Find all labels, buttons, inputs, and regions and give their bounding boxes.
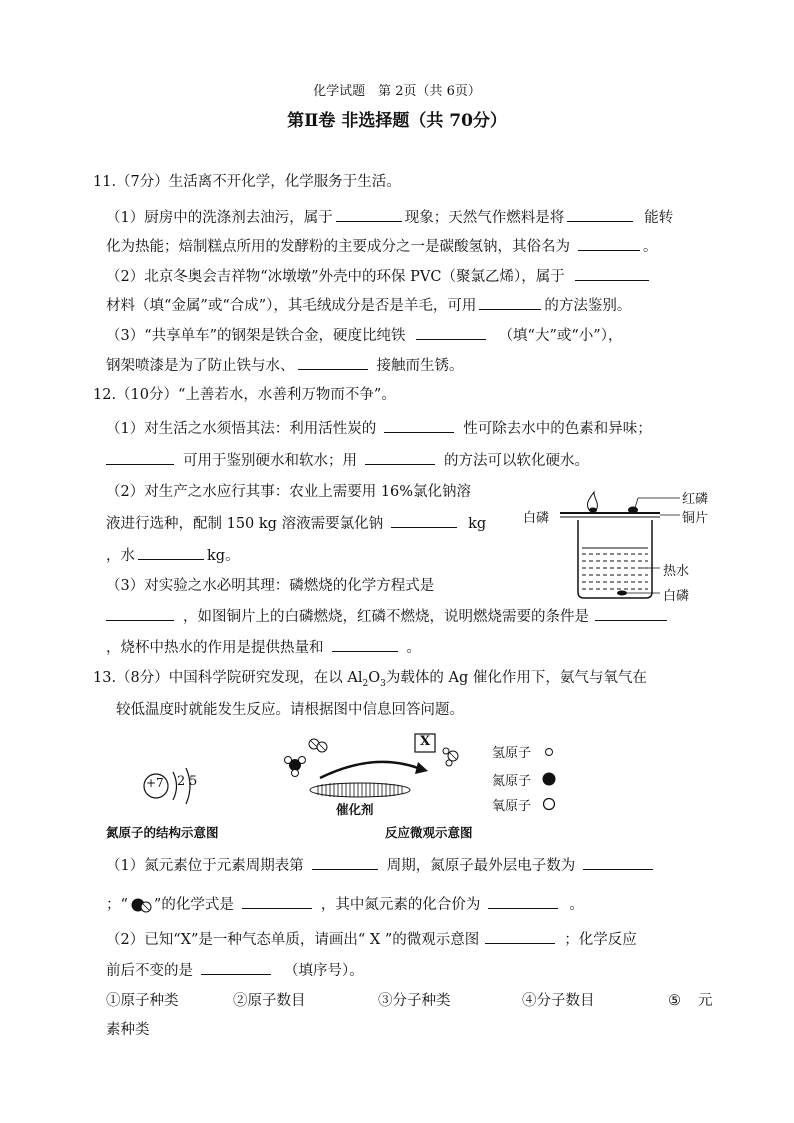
q11-p1d: 化为热能；焙制糕点所用的发酵粉的主要成分之一是碳酸氢钠，其俗名为 (106, 239, 570, 255)
q13-stem-b: 为载体的 Ag 催化作用下，氨气与氧气在 (385, 670, 647, 686)
answer-blank[interactable] (138, 545, 204, 560)
label-red-phosphorus: 红磷 (682, 492, 709, 507)
q13-stem-line2: 较低温度时就能发生反应。请根据图中信息回答问题。 (116, 702, 464, 718)
q12-p2e: kg。 (207, 548, 240, 564)
legend-hydrogen-label: 氢原子 (492, 746, 532, 761)
q12-p2b: 液进行选种，配制 150 kg 溶液需要氯化钠 (106, 516, 384, 532)
q12-p3a: （3）对实验之水必明其理：磷燃烧的化学方程式是 (106, 578, 435, 594)
section-title: 第Ⅱ卷 非选择题（共 70分） (287, 111, 507, 131)
q12-p2a: （2）对生产之水应行其事：农业上需要用 16%氯化钠溶 (106, 484, 472, 500)
answer-blank[interactable] (583, 855, 653, 870)
label-copper-plate: 铜片 (682, 511, 709, 526)
q13-stem-a: 13.（8分）中国科学院研究发现，在以 Al (93, 670, 363, 686)
q12-p3b: ，如图铜片上的白磷燃烧，红磷不燃烧，说明燃烧需要的条件是 (183, 609, 589, 625)
subscript: 3 (380, 678, 386, 689)
q12-line2 (106, 450, 589, 471)
option-2: ②原子数目 (233, 993, 306, 1009)
q13-p1d: ”的化学式是 (153, 897, 234, 913)
option-3: ③分子种类 (378, 993, 451, 1009)
answer-blank[interactable] (106, 450, 174, 465)
nucleus-charge: +7 (146, 776, 164, 790)
legend-nitrogen-label: 氮原子 (492, 774, 532, 789)
q12-line3 (106, 482, 471, 502)
answer-blank[interactable] (312, 855, 378, 870)
answer-blank[interactable] (488, 894, 558, 909)
q11-p1a: （1）厨房中的洗涤剂去油污，属于 (106, 210, 333, 226)
nitrogen-atom-icon (541, 771, 557, 787)
q13-line3 (106, 929, 637, 950)
label-white-phosphorus-bottom: 白磷 (663, 589, 690, 604)
q11-p2b: 材料（填“金属”或“合成”），其毛绒成分是否是羊毛，可用 (106, 298, 477, 314)
q13-p1b: 周期，氮原子最外层电子数为 (386, 858, 576, 874)
q12-p1d: 的方法可以软化硬水。 (444, 453, 589, 469)
reaction-micro-diagram (278, 732, 478, 822)
answer-blank[interactable] (365, 450, 435, 465)
q12-p1c: 可用于鉴别硬水和软水；用 (183, 453, 357, 469)
answer-blank[interactable] (567, 207, 633, 222)
q13-line2 (106, 894, 584, 915)
legend-oxygen-label: 氧原子 (492, 799, 532, 814)
q13-p1a: （1）氮元素位于元素周期表第 (106, 858, 304, 874)
page-header: 化学试题 第 2页（共 6页） (313, 84, 481, 99)
q11-line6 (106, 355, 464, 376)
answer-blank[interactable] (391, 513, 457, 528)
q11-line5 (106, 325, 622, 346)
q11-p2c: 的方法鉴别。 (544, 298, 632, 314)
q13-p1e: ，其中氮元素的化合价为 (320, 897, 481, 913)
answer-blank[interactable] (336, 207, 402, 222)
q12-line8 (106, 637, 421, 658)
answer-blank[interactable] (485, 929, 555, 944)
q12-line5 (106, 545, 240, 566)
q11-line4 (106, 295, 631, 316)
shell-2-electrons: 5 (189, 774, 198, 789)
option-4: ④分子数目 (522, 993, 595, 1009)
caption-atom-structure: 氮原子的结构示意图 (106, 825, 219, 840)
q12-p3d: 。 (406, 640, 421, 656)
q13-line1 (106, 855, 656, 876)
q12-p2d: ，水 (106, 548, 135, 564)
q13-p1f: 。 (569, 897, 584, 913)
q13-p2c: 前后不变的是 (106, 963, 193, 979)
q13-p2a: （2）已知“X”是一种气态单质，请画出“ X ”的微观示意图 (106, 932, 480, 948)
x-box-label: X (420, 734, 431, 749)
q12-p1b: 性可除去水中的色素和异味； (463, 421, 652, 437)
q13-p1c: ；“ (106, 897, 128, 913)
label-hot-water: 热水 (663, 564, 690, 579)
q12-line4 (106, 513, 486, 534)
q11-p3d: 接触而生锈。 (376, 358, 464, 374)
q11-stem: 11.（7分）生活离不开化学，化学服务于生活。 (93, 174, 401, 190)
hydrogen-atom-icon (543, 746, 555, 758)
q12-p1a: （1）对生活之水须悟其法：利用活性炭的 (106, 421, 377, 437)
q11-line1 (106, 207, 673, 228)
q12-line7 (106, 606, 670, 627)
q11-line2 (106, 236, 658, 257)
q12-stem: 12.（10分）“上善若水，水善利万物而不争”。 (93, 387, 396, 403)
q13-stem-o: O (368, 670, 381, 686)
shell-1-electrons: 2 (177, 774, 186, 789)
q12-line1 (106, 418, 652, 439)
answer-blank[interactable] (595, 606, 667, 621)
q11-p2a: （2）北京冬奥会吉祥物“冰墩墩”外壳中的环保 PVC（聚氯乙烯），属于 (106, 269, 565, 285)
q11-p3c: 钢架喷漆是为了防止铁与水、 (106, 358, 295, 374)
q13-stem-line1 (93, 668, 647, 694)
answer-blank[interactable] (578, 236, 640, 251)
q11-p1b: 现象；天然气作燃料是将 (404, 210, 565, 226)
q11-p1c: 能转 (644, 210, 674, 226)
option-1: ①原子种类 (106, 993, 179, 1009)
option-5-number: ⑤ (668, 993, 681, 1009)
label-white-phosphorus-left: 白磷 (523, 511, 550, 526)
answer-blank[interactable] (242, 894, 312, 909)
option-5-text-end: 素种类 (106, 1022, 150, 1038)
q12-p2c: kg (468, 516, 487, 532)
answer-blank[interactable] (384, 418, 454, 433)
subscript: 2 (362, 678, 369, 689)
q13-p2b: ；化学反应 (564, 932, 637, 948)
option-5-text-start: 元 (698, 993, 713, 1009)
answer-blank[interactable] (575, 266, 649, 281)
answer-blank[interactable] (416, 325, 486, 340)
q11-p1e: 。 (643, 239, 658, 255)
q13-line4 (106, 960, 364, 981)
catalyst-label: 催化剂 (336, 802, 374, 817)
answer-blank[interactable] (479, 295, 541, 310)
nitrogen-monoxide-molecule-icon (128, 896, 154, 914)
answer-blank[interactable] (106, 606, 174, 621)
q11-line3 (106, 266, 652, 287)
q12-p3c: ，烧杯中热水的作用是提供热量和 (106, 640, 324, 656)
q12-line6 (106, 576, 434, 596)
oxygen-atom-icon (541, 796, 557, 812)
answer-blank[interactable] (332, 637, 398, 652)
q13-p2d: （填序号）。 (284, 963, 364, 979)
answer-blank[interactable] (298, 355, 368, 370)
caption-reaction-diagram: 反应微观示意图 (385, 825, 473, 840)
answer-blank[interactable] (201, 960, 271, 975)
q11-p3a: （3）“共享单车”的钢架是铁合金，硬度比纯铁 (106, 328, 406, 344)
q11-p3b: （填“大”或“小”）， (498, 328, 623, 344)
